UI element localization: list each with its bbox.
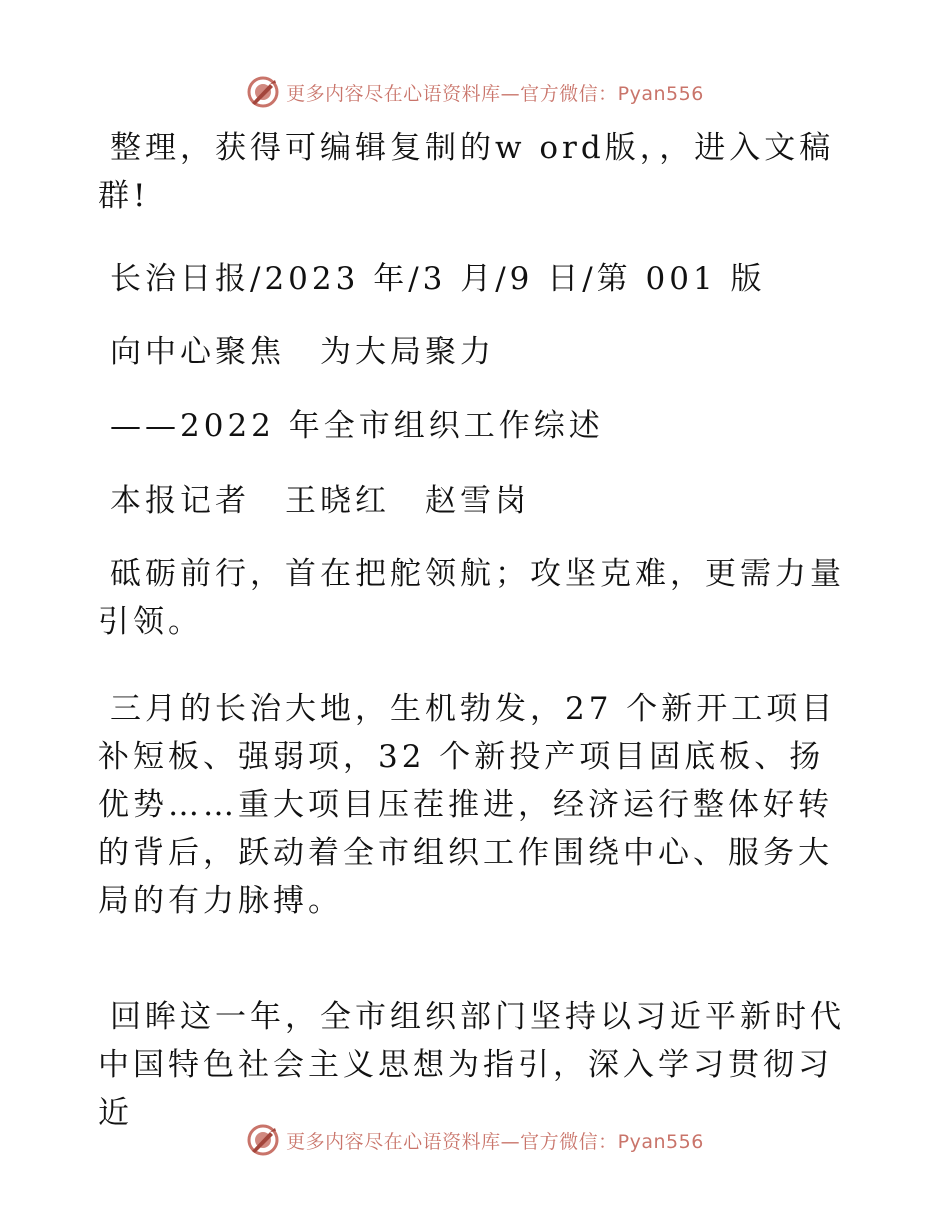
body-paragraph-2: 回眸这一年，全市组织部门坚持以习近平新时代中国特色社会主义思想为指引，深入学习贯彻习近 — [98, 999, 845, 1131]
watermark-text: 更多内容尽在心语资料库—官方微信：Pyan556 — [286, 82, 704, 105]
watermark-footer — [0, 1120, 950, 1160]
publication-line: 长治日报/2023 年/3 月/9 日/第 001 版 — [110, 261, 766, 297]
body-paragraph-1: 三月的长治大地，生机勃发，27 个新开工项目补短板、强弱项，32 个新投产项目固底板、扬优势……重大项目压茬推进，经济运行整体好转的背后，跃动着全市组织工作围绕中心、服务大局的有力脉搏。 — [98, 691, 837, 919]
watermark-text: 更多内容尽在心语资料库—官方微信：Pyan556 — [286, 1130, 704, 1153]
article-title: 向中心聚焦 为大局聚力 — [110, 334, 495, 370]
lead-paragraph: 砥砺前行，首在把舵领航；攻坚克难，更需力量引领。 — [98, 556, 845, 640]
intro-paragraph: 整理，获得可编辑复制的w ord版，，进入文稿群! — [98, 130, 835, 214]
logo-icon — [246, 1123, 280, 1157]
watermark-header — [0, 72, 950, 112]
article-subtitle: ——2022 年全市组织工作综述 — [110, 408, 604, 444]
byline: 本报记者 王晓红 赵雪岗 — [110, 483, 530, 519]
logo-icon — [246, 75, 280, 109]
